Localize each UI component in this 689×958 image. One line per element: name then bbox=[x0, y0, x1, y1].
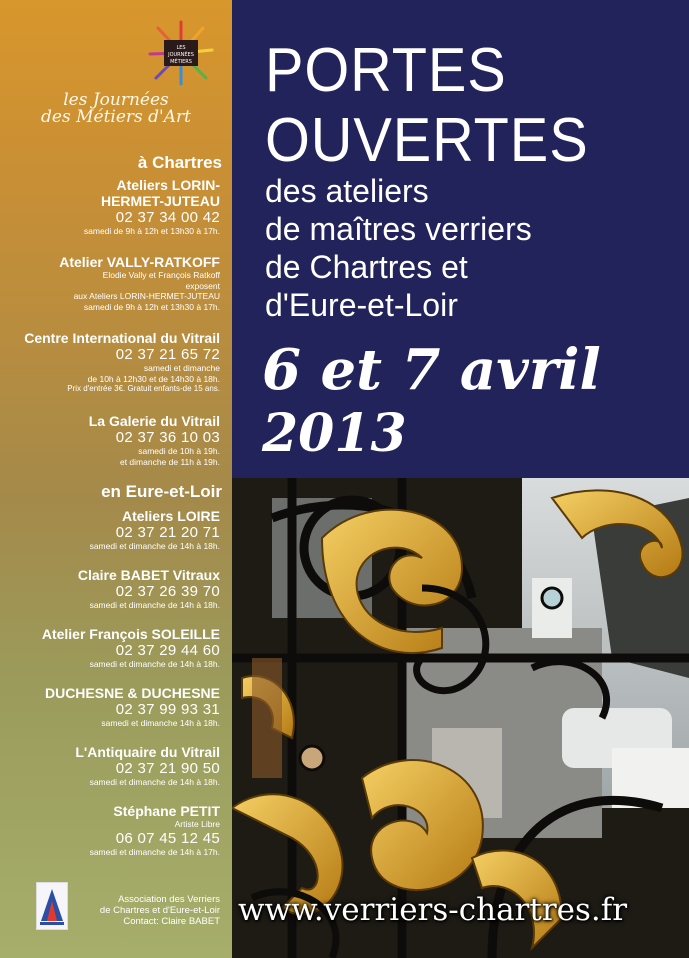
headline-subtitle bbox=[265, 172, 685, 324]
list-item bbox=[5, 508, 220, 552]
entry-hours: samedi et dimanche de 14h à 17h. bbox=[89, 846, 220, 857]
list-item bbox=[5, 567, 220, 611]
stained-glass-illustration bbox=[232, 478, 689, 958]
entry-price: Prix d'entrée 3€. Gratuit enfants-de 15 ans. bbox=[67, 384, 220, 393]
entry-name: Centre International du Vitrail bbox=[24, 330, 220, 346]
website-url[interactable]: www.verriers-chartres.fr bbox=[238, 892, 628, 928]
entry-hours: samedi de 9h à 12h et 13h30 à 17h. bbox=[83, 226, 220, 236]
entry-phone: 02 37 21 90 50 bbox=[115, 760, 220, 777]
headline-portes: PORTES bbox=[265, 36, 507, 105]
entry-phone: 02 37 34 00 42 bbox=[115, 209, 220, 226]
brand-line-2: des Métiers d'Art bbox=[41, 107, 191, 127]
headline-ouvertes: OUVERTES bbox=[265, 106, 589, 175]
entry-name: Ateliers LOIRE bbox=[121, 508, 220, 524]
association-info bbox=[50, 894, 220, 927]
svg-text:LES: LES bbox=[176, 45, 186, 51]
list-item bbox=[5, 330, 220, 395]
list-item bbox=[5, 744, 220, 788]
entry-hours: samedi et dimanche de 14h à 18h. bbox=[89, 600, 220, 610]
entry-hours: samedi et dimanche de 14h à 18h. bbox=[89, 777, 220, 787]
entry-hours: samedi de 10h à 19h. bbox=[138, 446, 220, 456]
entry-hours: de 10h à 12h30 et de 14h30 à 18h. bbox=[87, 373, 220, 384]
brand-line-1: les Journées bbox=[63, 90, 169, 110]
entry-subtitle: Artiste Libre bbox=[174, 819, 220, 829]
entry-subtitle: exposent bbox=[185, 280, 220, 291]
association-contact: Contact: Claire BABET bbox=[123, 916, 220, 927]
entry-hours: samedi et dimanche de 14h à 18h. bbox=[89, 659, 220, 669]
entry-name: Claire BABET Vitraux bbox=[77, 567, 220, 583]
entry-hours: samedi de 9h à 12h et 13h30 à 17h. bbox=[83, 301, 220, 312]
list-item bbox=[5, 413, 220, 467]
section-heading-eure: en Eure-et-Loir bbox=[101, 482, 222, 501]
entry-name: La Galerie du Vitrail bbox=[88, 413, 220, 429]
list-item bbox=[5, 685, 220, 729]
entry-phone: 06 07 45 12 45 bbox=[115, 829, 220, 847]
brand-title bbox=[10, 92, 222, 126]
entry-name: Atelier VALLY-RATKOFF bbox=[59, 254, 220, 270]
entry-name: Ateliers LORIN- bbox=[116, 177, 220, 193]
stained-glass-photo bbox=[232, 478, 689, 958]
list-item bbox=[5, 177, 220, 237]
subtitle-line-4: d'Eure-et-Loir bbox=[265, 287, 458, 323]
event-year: 2013 bbox=[262, 403, 407, 464]
association-name: Association des Verriers bbox=[118, 894, 220, 905]
subtitle-line-2: de maîtres verriers bbox=[265, 211, 532, 247]
section-heading-chartres: à Chartres bbox=[137, 153, 222, 172]
entry-hours: et dimanche de 11h à 19h. bbox=[119, 456, 220, 467]
list-item bbox=[5, 254, 220, 312]
entry-name: Atelier François SOLEILLE bbox=[41, 626, 220, 642]
entry-name: L'Antiquaire du Vitrail bbox=[75, 744, 220, 760]
entry-hours: samedi et dimanche de 14h à 18h. bbox=[89, 541, 220, 551]
entry-phone: 02 37 29 44 60 bbox=[115, 642, 220, 659]
entry-name: Stéphane PETIT bbox=[113, 803, 220, 819]
entry-name: HERMET-JUTEAU bbox=[100, 193, 220, 209]
svg-text:JOURNÉES: JOURNÉES bbox=[168, 52, 194, 58]
entry-subtitle: Elodie Vally et François Ratkoff bbox=[102, 270, 220, 280]
entry-name: DUCHESNE & DUCHESNE bbox=[44, 685, 220, 701]
association-region: de Chartres et d'Eure-et-Loir bbox=[99, 905, 220, 916]
list-item bbox=[5, 626, 220, 670]
list-item bbox=[5, 803, 220, 857]
event-dates: 6 et 7 avril bbox=[262, 337, 601, 403]
subtitle-line-1: des ateliers bbox=[265, 173, 429, 209]
subtitle-line-3: de Chartres et bbox=[265, 249, 468, 285]
sidebar-panel bbox=[0, 0, 232, 958]
svg-text:MÉTIERS: MÉTIERS bbox=[170, 59, 192, 65]
entry-hours: samedi et dimanche 14h à 18h. bbox=[101, 718, 220, 728]
entry-phone: 02 37 21 65 72 bbox=[115, 346, 220, 363]
metiers-dart-logo bbox=[148, 20, 214, 86]
entry-phone: 02 37 26 39 70 bbox=[115, 583, 220, 600]
entry-hours: aux Ateliers LORIN-HERMET-JUTEAU bbox=[73, 291, 220, 301]
entry-phone: 02 37 36 10 03 bbox=[115, 429, 220, 446]
entry-phone: 02 37 99 93 31 bbox=[115, 701, 220, 718]
entry-phone: 02 37 21 20 71 bbox=[115, 524, 220, 541]
entry-hours: samedi et dimanche bbox=[143, 363, 220, 373]
